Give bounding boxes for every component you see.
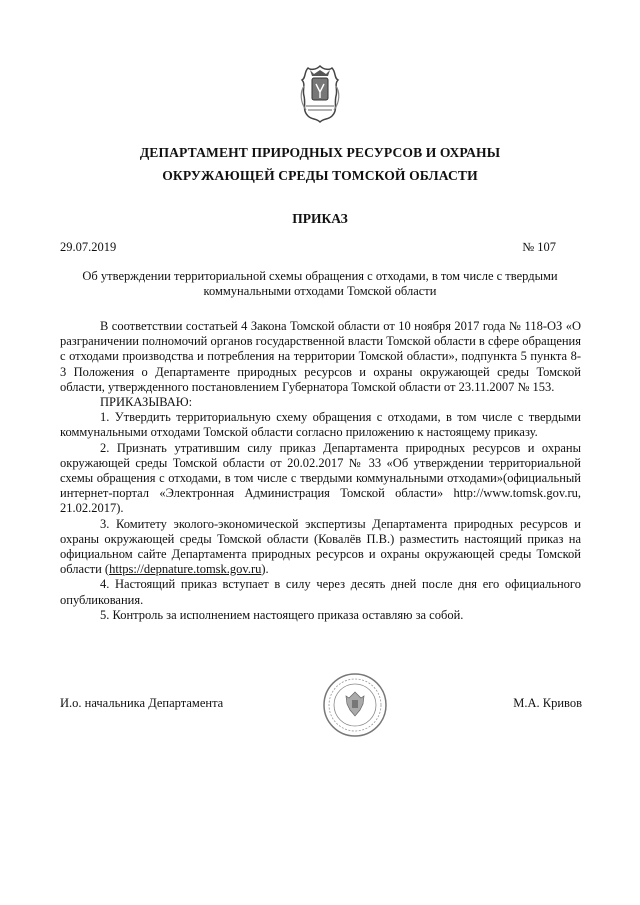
official-seal-icon (322, 672, 388, 738)
order-item-3-text: 3. Комитету эколого-экономической экспертизы Департамента природных ресурсов и охраны окружающей среды Томской области (Ковалёв П.В.) разместить настоящий приказ на официальном сайте Департамента природных ресурсов и охраны окружающей среды Томской области (60, 516, 581, 577)
signatory-position: И.о. начальника Департамента (60, 696, 224, 710)
document-title: ПРИКАЗ (292, 211, 348, 226)
organization-name-line2: ОКРУЖАЮЩЕЙ СРЕДЫ ТОМСКОЙ ОБЛАСТИ (162, 168, 478, 183)
document-number: № 107 (522, 240, 556, 254)
order-item-5: 5. Контроль за исполнением настоящего приказа оставляю за собой. (100, 607, 464, 622)
document-date: 29.07.2019 (60, 240, 117, 254)
order-item-4: 4. Настоящий приказ вступает в силу через десять дней после дня его официального опубликования. (60, 577, 581, 607)
document-body (60, 319, 581, 623)
order-item-3: 3. Комитету эколого-экономической экспертизы Департамента природных ресурсов и охраны окружающей среды Томской области (Ковалёв П.В.) разместить настоящий приказ на официальном сайте Департамента природных ресурсов и охраны окружающей среды Томской области (https://depnature.tomsk.gov.ru). (60, 516, 581, 577)
order-item-2: 2. Признать утратившим силу приказ Департамента природных ресурсов и охраны окружающей среды Томской области от 20.02.2017 № 33 «Об утверждении территориальной схемы обращения с отходами, в том числе с твердыми коммунальными отходами»(официальный интернет-портал «Электронная Администрация Томской области» http://www.tomsk.gov.ru, 21.02.2017). (60, 440, 581, 516)
preamble-paragraph: В соответствии состатьей 4 Закона Томской области от 10 ноября 2017 года № 118-ОЗ «О разграничении полномочий органов государственной власти Томской области в сфере обращения с отходами производства и потребления на территории Томской области», подпункта 5 пункта 8-3 Положения о Департаменте природных ресурсов и охраны окружающей среды Томской области, утвержденного постановлением Губернатора Томской области от 23.11.2007 № 153. (60, 319, 581, 394)
depnature-link[interactable]: https://depnature.tomsk.gov.ru (109, 562, 262, 577)
organization-name-line1: ДЕПАРТАМЕНТ ПРИРОДНЫХ РЕСУРСОВ И ОХРАНЫ (139, 145, 501, 160)
signatory-name: М.А. Кривов (513, 696, 582, 710)
document-subject: Об утверждении территориальной схемы обращения с отходами, в том числе с твердыми коммунальными отходами Томской области (82, 269, 558, 298)
order-word: ПРИКАЗЫВАЮ: (100, 395, 193, 410)
order-item-1: 1. Утвердить территориальную схему обращения с отходами, в том числе с твердыми коммунальными отходами Томской области согласно приложению к настоящему приказу. (60, 410, 581, 440)
coat-of-arms-icon (296, 62, 344, 124)
